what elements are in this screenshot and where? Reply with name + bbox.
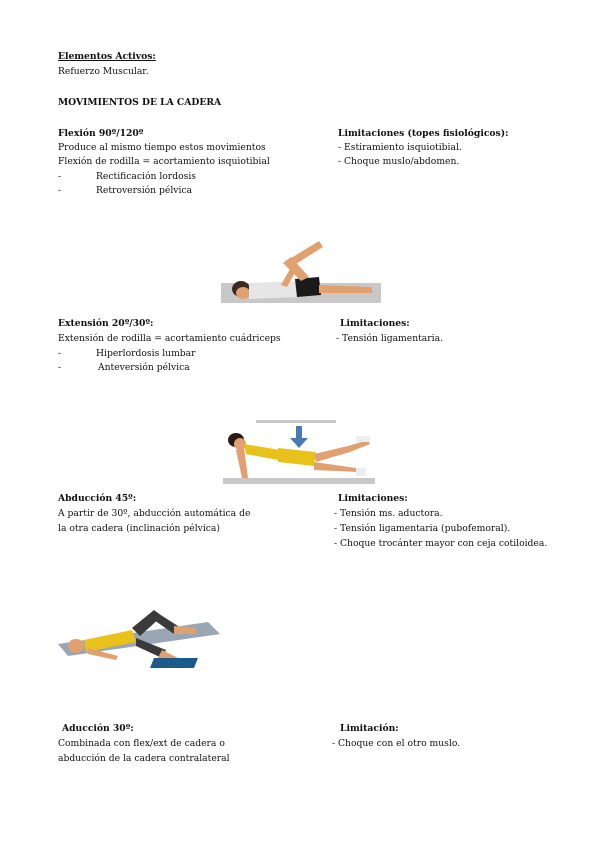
aduccion-limit: - Choque con el otro muslo. <box>332 738 461 749</box>
abduccion-limit: - Choque trocánter mayor con ceja cotiloidea. <box>334 538 548 549</box>
flexion-limit: - Choque muslo/abdomen. <box>338 156 460 167</box>
flexion-line: Flexión de rodilla = acortamiento isquiotibial <box>58 156 270 167</box>
abduccion-limits-heading: Limitaciones: <box>338 493 408 504</box>
extension-limits-heading: Limitaciones: <box>340 318 410 329</box>
abduccion-heading: Abducción 45º: <box>58 493 137 504</box>
abduccion-line: A partir de 30º, abducción automática de <box>58 508 251 519</box>
page-title: MOVIMIENTOS DE LA CADERA <box>58 97 222 108</box>
hip-extension-illustration <box>218 418 383 486</box>
flexion-line: Produce al mismo tiempo estos movimientos <box>58 142 266 153</box>
flexion-limit: - Estiramiento isquiotibial. <box>338 142 462 153</box>
extension-heading: Extensión 20º/30º: <box>58 318 154 329</box>
aduccion-heading: Aducción 30º: <box>62 723 134 734</box>
abduccion-limit: - Tensión ms. aductora. <box>334 508 443 519</box>
flexion-heading: Flexión 90º/120º <box>58 128 144 139</box>
aduccion-line: Combinada con flex/ext de cadera o <box>58 738 225 749</box>
aduccion-line: abducción de la cadera contralateral <box>58 753 230 764</box>
abduccion-line: la otra cadera (inclinación pélvica) <box>58 523 220 534</box>
activos-text: Refuerzo Muscular. <box>58 66 149 77</box>
hip-abduction-illustration <box>58 604 223 670</box>
activos-heading: Elementos Activos: <box>58 51 156 62</box>
extension-line: Extensión de rodilla = acortamiento cuádriceps <box>58 333 281 344</box>
flexion-limits-heading: Limitaciones (topes fisiológicos): <box>338 128 509 139</box>
hip-flexion-illustration <box>221 235 381 305</box>
abduccion-limit: - Tensión ligamentaria (pubofemoral). <box>334 523 511 534</box>
extension-limit: - Tensión ligamentaria. <box>336 333 444 344</box>
aduccion-limits-heading: Limitación: <box>340 723 399 734</box>
